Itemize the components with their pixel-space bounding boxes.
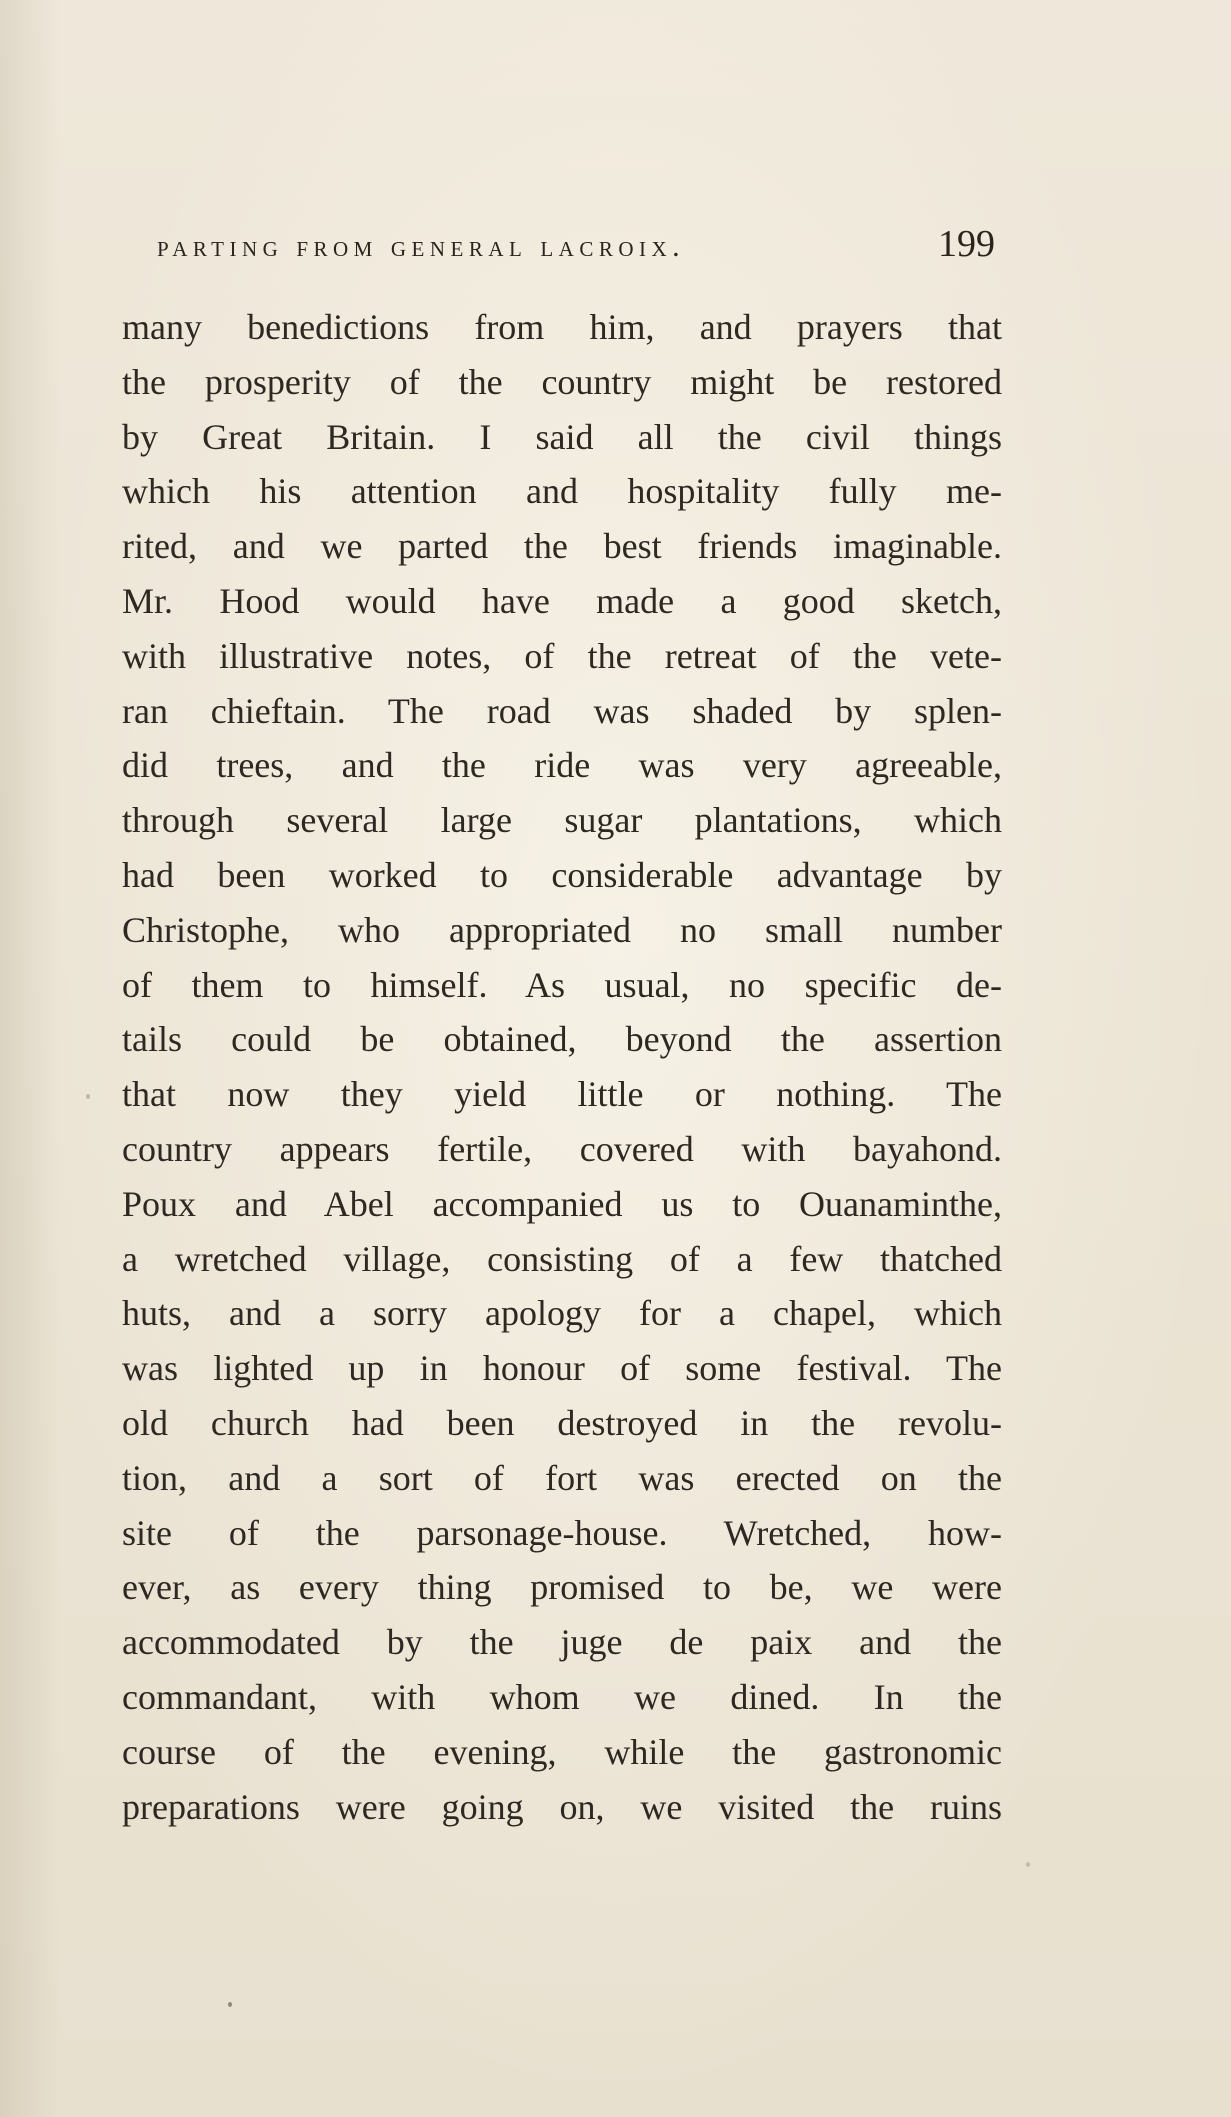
paper-speck bbox=[86, 1094, 90, 1099]
text-line: site of the parsonage-house. Wretched, how- bbox=[122, 1512, 1002, 1553]
text-line: accommodated by the juge de paix and the bbox=[122, 1622, 1002, 1663]
text-line: a wretched village, consisting of a few thatched bbox=[122, 1238, 1002, 1279]
page-number: 199 bbox=[938, 223, 995, 265]
text-line: course of the evening, while the gastronomic bbox=[122, 1731, 1002, 1772]
text-line: tails could be obtained, beyond the assertion bbox=[122, 1019, 1002, 1060]
text-line: country appears fertile, covered with bayahond. bbox=[122, 1128, 1002, 1169]
text-line: of them to himself. As usual, no specific de- bbox=[122, 964, 1002, 1005]
paper-speck bbox=[228, 2002, 232, 2007]
text-line: with illustrative notes, of the retreat of the vete- bbox=[122, 635, 1002, 676]
page-edge-shadow bbox=[0, 0, 60, 2117]
text-line: the prosperity of the country might be restored bbox=[122, 361, 1002, 402]
paper-speck bbox=[1026, 1862, 1030, 1867]
text-line: Christophe, who appropriated no small number bbox=[122, 909, 1002, 950]
text-line: Poux and Abel accompanied us to Ouanaminthe, bbox=[122, 1183, 1002, 1224]
text-line: did trees, and the ride was very agreeable, bbox=[122, 745, 1002, 786]
text-line: many benedictions from him, and prayers that bbox=[122, 307, 1002, 347]
text-line: ever, as every thing promised to be, we were bbox=[122, 1567, 1002, 1608]
text-line: Mr. Hood would have made a good sketch, bbox=[122, 580, 1002, 621]
text-line: was lighted up in honour of some festival. The bbox=[122, 1348, 1002, 1389]
text-line: which his attention and hospitality fully me- bbox=[122, 471, 1002, 512]
text-line: preparations were going on, we visited the ruins bbox=[122, 1786, 1002, 1827]
text-line: through several large sugar plantations, which bbox=[122, 800, 1002, 841]
running-head: parting from general lacroix. bbox=[157, 230, 686, 263]
text-line: tion, and a sort of fort was erected on the bbox=[122, 1457, 1002, 1498]
page-header bbox=[157, 222, 995, 272]
text-line: commandant, with whom we dined. In the bbox=[122, 1676, 1002, 1717]
text-line: that now they yield little or nothing. The bbox=[122, 1074, 1002, 1115]
text-line: ran chieftain. The road was shaded by splen- bbox=[122, 690, 1002, 731]
text-line: rited, and we parted the best friends imaginable. bbox=[122, 526, 1002, 567]
text-line: by Great Britain. I said all the civil things bbox=[122, 416, 1002, 457]
text-line: old church had been destroyed in the revolu- bbox=[122, 1402, 1002, 1443]
text-line: huts, and a sorry apology for a chapel, which bbox=[122, 1293, 1002, 1334]
body-text bbox=[122, 300, 1002, 1834]
text-line: had been worked to considerable advantage by bbox=[122, 854, 1002, 895]
